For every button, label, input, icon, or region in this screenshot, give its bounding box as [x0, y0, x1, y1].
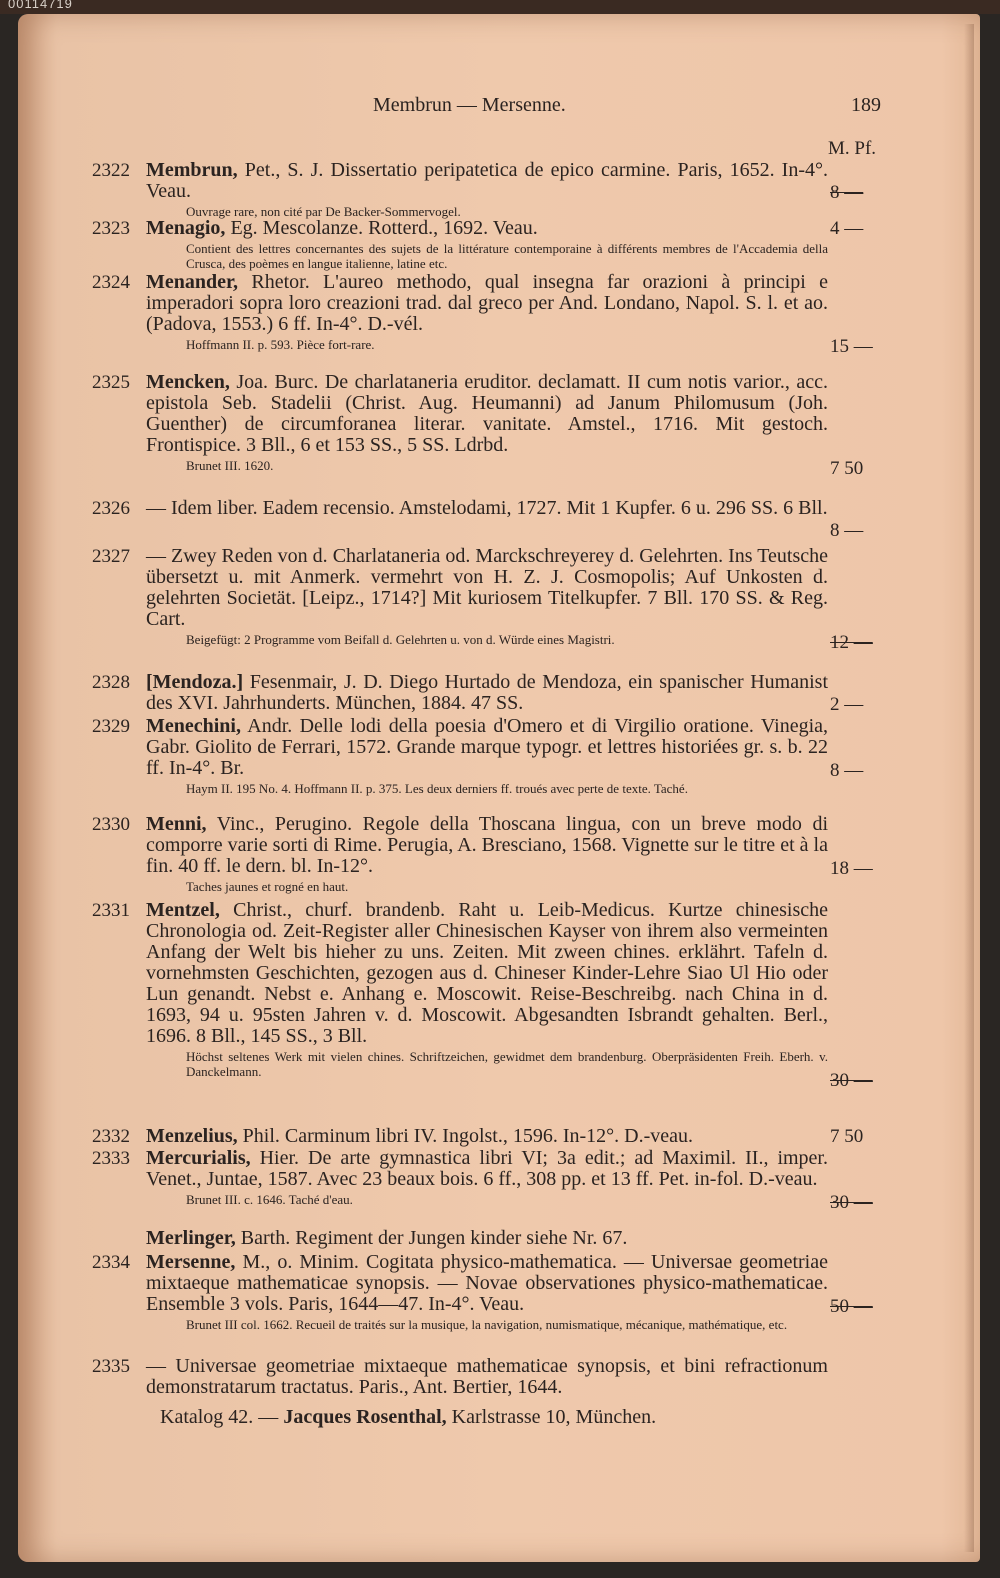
footer-firm: Jacques Rosenthal,: [283, 1406, 447, 1428]
entry-name: Menni,: [146, 813, 207, 835]
entry-name: Menzelius,: [146, 1125, 238, 1147]
entry-price: 12 —: [830, 632, 873, 653]
running-head: Membrun — Mersenne.: [373, 94, 566, 116]
entry-text: Phil. Carminum libri IV. Ingolst., 1596. In-12°. D.-veau.: [237, 1125, 694, 1147]
entry-note: Hoffmann II. p. 593. Pièce fort-rare.: [186, 337, 375, 352]
entry-text: Hier. De arte gymnastica libri VI; 3a edit.; ad Maximil. II., imper. Venet., Juntae, 1587. Avec 23 beaux bois. 6 ff., 308 pp. et 13 ff. Pet. in-fol. D.-veau.: [146, 1147, 828, 1190]
entry-number: 2328: [92, 672, 130, 693]
entry-body: [146, 1148, 828, 1207]
entry-body: [146, 1356, 828, 1398]
entry-name: Mencken,: [146, 371, 230, 393]
entry-number: 2329: [92, 716, 130, 737]
entry-body: [146, 218, 828, 271]
entry-name: Mentzel,: [146, 899, 220, 921]
entry-body: [146, 716, 828, 796]
entry-body: [146, 160, 828, 219]
catalog-page: [18, 14, 980, 1562]
entry-number: 2332: [92, 1126, 130, 1147]
entry-text: Eg. Mescolanze. Rotterd., 1692. Veau.: [225, 217, 538, 239]
entry-text: Fesenmair, J. D. Diego Hurtado de Mendoza, ein spanischer Humanist des XVI. Jahrhunderts. München, 1884. 47 SS.: [146, 671, 828, 714]
entry-name: Mercurialis,: [146, 1147, 251, 1169]
entry-body: [146, 272, 828, 352]
entry-text: Andr. Delle lodi della poesia d'Omero et di Virgilio oratione. Vinegia, Gabr. Giolito de Ferrari, 1572. Grande marque typogr. et lettres historiées gr. s. b. 22 ff. In-4°. Br.: [146, 715, 828, 779]
entry-text: Joa. Burc. De charlataneria eruditor. declamatt. II cum notis varior., acc. epistola Seb. Stadelii (Christ. Aug. Heumanni) ad Janum Philomusum (Joh. Guenther) de circumforanea literar. vanitate. Amstel., 1716. Mit gestoch. Frontispice. 3 Bll., 6 et 153 SS., 5 SS. Ldrbd.: [146, 371, 828, 456]
entry-price: 50 —: [830, 1296, 873, 1317]
entry-price: 8 —: [830, 520, 864, 541]
entry-price: 18 —: [830, 858, 873, 879]
entry-note: Beigefügt: 2 Programme vom Beifall d. Gelehrten u. von d. Würde eines Magistri.: [186, 632, 615, 647]
entry-body: [146, 1252, 828, 1332]
entry-note: Contient des lettres concernantes des sujets de la littérature contemporaine à différents membres de l'Accademia della Crusca, des poèmes en langue italienne, latine etc.: [186, 241, 828, 271]
entry-text: Christ., churf. brandenb. Raht u. Leib-Medicus. Kurtze chinesische Chronologia od. Zeit-Register aller Chinesischen Kayser von ihrem also vermeinten Anfang der Welt bis hieher zu uns. Zeiten. Mit zween chines. erklährt. Tafeln d. vornehmsten Geschichten, gezogen aus d. Chineser Kinder-Lehre Siao Ul Hio oder Lun genandt. Nebst e. Anhang e. Moscowit. Reise-Beschreibg. nach China in d. 1693, 94 u. 95sten Jahren v. d. Moscowit. Abgesandten Isbrandt gehalten. Berl., 1696. 8 Bll., 145 SS., 3 Bll.: [146, 899, 828, 1047]
entry-note: Brunet III col. 1662. Recueil de traités sur la musique, la navigation, numismatique, mécanique, mathématique, etc.: [186, 1317, 788, 1332]
page-number: 189: [851, 94, 881, 116]
entry-price: 30 —: [830, 1192, 873, 1213]
page-edge: [964, 24, 974, 1552]
entry-name: Menagio,: [146, 217, 226, 239]
top-strip: [0, 0, 1000, 14]
entry-name: Menander,: [146, 271, 239, 293]
entry-price: 2 —: [830, 694, 864, 715]
entry-body: [146, 1126, 828, 1147]
entry-price: 7 50: [830, 1126, 864, 1147]
entry-number: 2326: [92, 498, 130, 519]
entry-name: [Mendoza.]: [146, 671, 244, 693]
footer-address: Karlstrasse 10, München.: [446, 1406, 657, 1428]
entry-price: 4 —: [830, 218, 864, 239]
entry-text: Barth. Regiment der Jungen kinder siehe Nr. 67.: [235, 1227, 628, 1249]
entry-text: Vinc., Perugino. Regole della Thoscana lingua, con un breve modo di comporre varie sorti di Rime. Perugia, A. Bresciano, 1568. Vignette sur le titre et à la fin. 40 ff. le dern. bl. In-12°.: [146, 813, 828, 877]
entry-text: — Universae geometriae mixtaeque mathematicae synopsis, et bini refractionum demonstratarum tractatus. Paris., Ant. Bertier, 1644.: [146, 1355, 828, 1398]
entry-name: Membrun,: [146, 159, 238, 181]
entry-price: 8 —: [830, 760, 864, 781]
entry-body: [146, 672, 828, 714]
entry-number: 2323: [92, 218, 130, 239]
entry-number: 2333: [92, 1148, 130, 1169]
entry-number: 2325: [92, 372, 130, 393]
entry-note: Taches jaunes et rogné en haut.: [186, 879, 349, 894]
entry-number: 2335: [92, 1356, 130, 1377]
entry-body: [146, 498, 828, 519]
entry-text: Pet., S. J. Dissertatio peripatetica de epico carmine. Paris, 1652. In-4°. Veau.: [146, 159, 828, 202]
entry-price: 7 50: [830, 458, 864, 479]
entry-note: Brunet III. 1620.: [186, 458, 274, 473]
entry-note: Höchst seltenes Werk mit vielen chines. Schriftzeichen, gewidmet dem brandenburg. Oberpräsidenten Freih. Eberh. v. Danckelmann.: [186, 1049, 828, 1079]
entry-price: 8 —: [830, 182, 864, 203]
price-unit-header: M. Pf.: [828, 138, 877, 159]
entry-body: [146, 546, 828, 647]
entry-body: [146, 814, 828, 894]
entry-text: — Idem liber. Eadem recensio. Amstelodami, 1727. Mit 1 Kupfer. 6 u. 296 SS. 6 Bll.: [146, 497, 828, 519]
entry-number: 2324: [92, 272, 130, 293]
entry-number: 2322: [92, 160, 130, 181]
entry-text: — Zwey Reden von d. Charlataneria od. Marckschreyerey d. Gelehrten. Ins Teutsche übersetzt u. mit Anmerk. vermehrt von H. Z. J. Cosmopolis; Auf Unkosten d. gelehrten Societät. [Leipz., 1714?] Mit kuriosem Titelkupfer. 7 Bll. 170 SS. & Reg. Cart.: [146, 545, 828, 630]
entry-note: Brunet III. c. 1646. Taché d'eau.: [186, 1192, 353, 1207]
entry-name: Merlinger,: [146, 1227, 236, 1249]
entry-price: 15 —: [830, 336, 873, 357]
catalog-footer: [160, 1406, 656, 1429]
entry-number: 2331: [92, 900, 130, 921]
entry-number: 2330: [92, 814, 130, 835]
entry-note: Haym II. 195 No. 4. Hoffmann II. p. 375. Les deux derniers ff. troués avec perte de texte. Taché.: [186, 781, 688, 796]
entry-body: [146, 900, 828, 1079]
entry-text: M., o. Minim. Cogitata physico-mathematica. — Universae geometriae mixtaeque mathematicae synopsis. — Novae observationes physico-mathematicae. Ensemble 3 vols. Paris, 1644—47. In-4°. Veau.: [146, 1251, 828, 1315]
entry-name: Menechini,: [146, 715, 241, 737]
entry-price: 30 —: [830, 1070, 873, 1091]
scan-id: 00114719: [8, 0, 73, 11]
entry-text: Rhetor. L'aureo methodo, qual insegna far orazioni à principi e imperadori sopra loro creazioni trad. dal greco per And. Londano, Napol. S. l. et ao. (Padova, 1553.) 6 ff. In-4°. D.-vél.: [146, 271, 828, 335]
entry-number: 2334: [92, 1252, 130, 1273]
entry-body: [146, 1228, 828, 1249]
entry-number: 2327: [92, 546, 130, 567]
footer-catalog: Katalog 42. —: [160, 1406, 284, 1428]
entry-note: Ouvrage rare, non cité par De Backer-Sommervogel.: [186, 204, 461, 219]
entry-body: [146, 372, 828, 473]
entry-name: Mersenne,: [146, 1251, 236, 1273]
